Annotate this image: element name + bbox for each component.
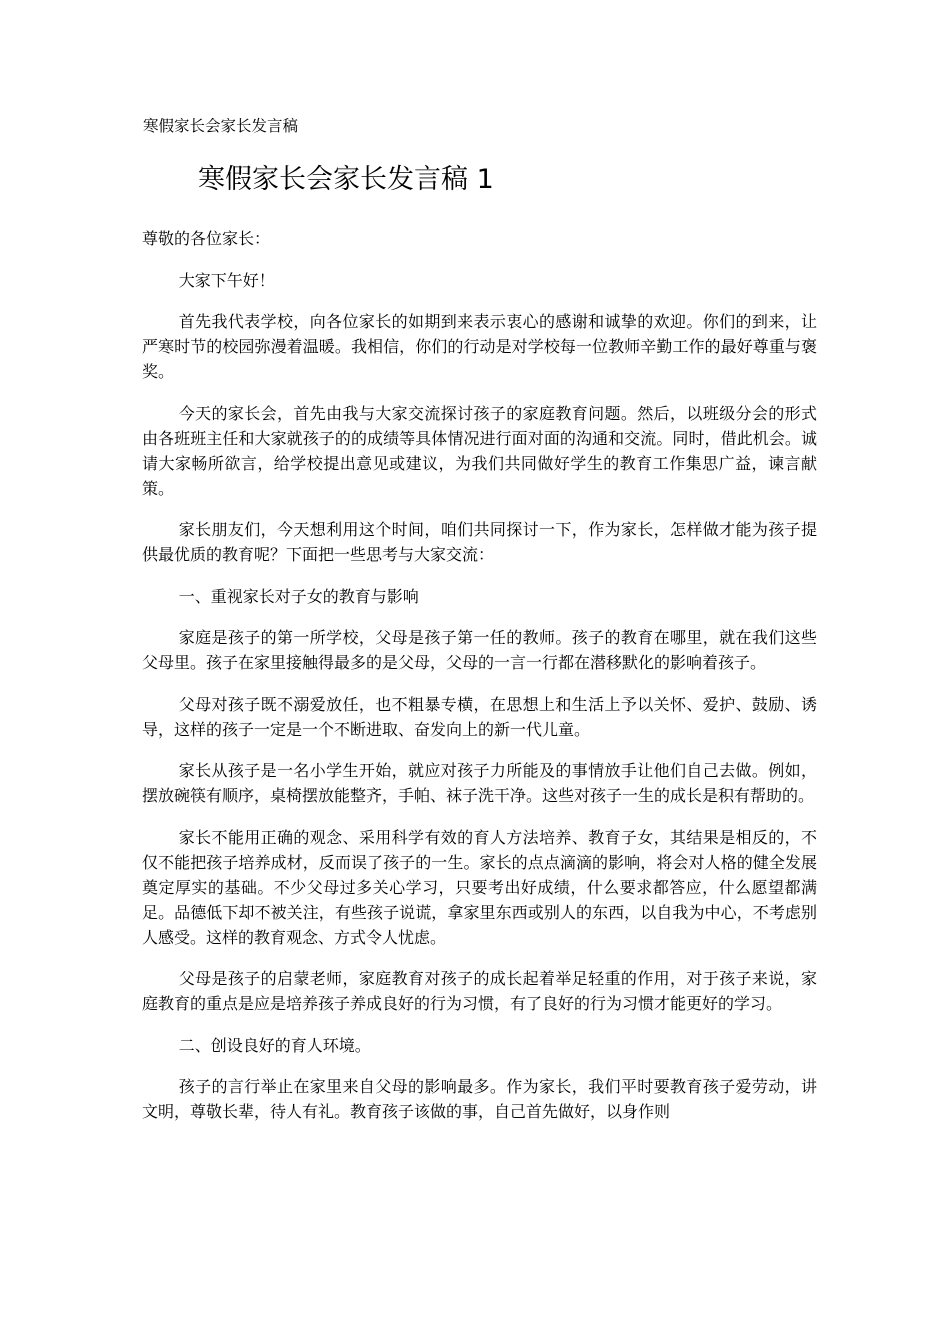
salutation: 尊敬的各位家长： [142,229,271,248]
document-header: 寒假家长会家长发言稿 [143,117,299,135]
section-heading: 二、创设良好的育人环境。 [178,1035,371,1055]
paragraph: 家长朋友们，今天想利用这个时间，咱们共同探讨一下，作为家长，怎样做才能为孩子提供最优质的教育呢？下面把一些思考与大家交流： [142,520,817,564]
greeting: 大家下午好！ [178,270,275,290]
paragraph: 父母是孩子的启蒙老师，家庭教育对孩子的成长起着举足轻重的作用，对于孩子来说，家庭教育的重点是应是培养孩子养成良好的行为习惯，有了良好的行为习惯才能更好的学习。 [142,969,817,1013]
document-body [142,226,817,1141]
paragraph: 家长不能用正确的观念、采用科学有效的育人方法培养、教育子女，其结果是相反的，不仅不能把孩子培养成材，反而误了孩子的一生。家长的点点滴滴的影响，将会对人格的健全发展奠定厚实的基础。不少父母过多关心学习，只要考出好成绩，什么要求都答应，什么愿望都满足。品德低下却不被关注，有些孩子说谎，拿家里东西或别人的东西，以自我为中心，不考虑别人感受。这样的教育观念、方式令人忧虑。 [142,827,817,947]
paragraph: 父母对孩子既不溺爱放任，也不粗暴专横，在思想上和生活上予以关怀、爱护、鼓励、诱导，这样的孩子一定是一个不断进取、奋发向上的新一代儿童。 [142,694,817,739]
paragraph: 孩子的言行举止在家里来自父母的影响最多。作为家长，我们平时要教育孩子爱劳动，讲文明，尊敬长辈，待人有礼。教育孩子该做的事，自己首先做好，以身作则 [142,1077,817,1121]
paragraph: 家长从孩子是一名小学生开始，就应对孩子力所能及的事情放手让他们自己去做。例如，摆放碗筷有顺序，桌椅摆放能整齐，手帕、袜子洗干净。这些对孩子一生的成长是积有帮助的。 [142,761,817,805]
paragraph: 首先我代表学校，向各位家长的如期到来表示衷心的感谢和诚挚的欢迎。你们的到来，让严寒时节的校园弥漫着温暖。我相信，你们的行动是对学校每一位教师辛勤工作的最好尊重与褒奖。 [142,312,817,381]
document-title: 寒假家长会家长发言稿 1 [198,164,494,195]
paragraph: 今天的家长会，首先由我与大家交流探讨孩子的家庭教育问题。然后，以班级分会的形式由各班班主任和大家就孩子的的成绩等具体情况进行面对面的沟通和交流。同时，借此机会。诚请大家畅所欲言，给学校提出意见或建议，为我们共同做好学生的教育工作集思广益，谏言献策。 [142,403,817,498]
paragraph: 家庭是孩子的第一所学校，父母是孩子第一任的教师。孩子的教育在哪里，就在我们这些父母里。孩子在家里接触得最多的是父母，父母的一言一行都在潜移默化的影响着孩子。 [142,628,817,672]
section-heading: 一、重视家长对子女的教育与影响 [178,586,419,606]
